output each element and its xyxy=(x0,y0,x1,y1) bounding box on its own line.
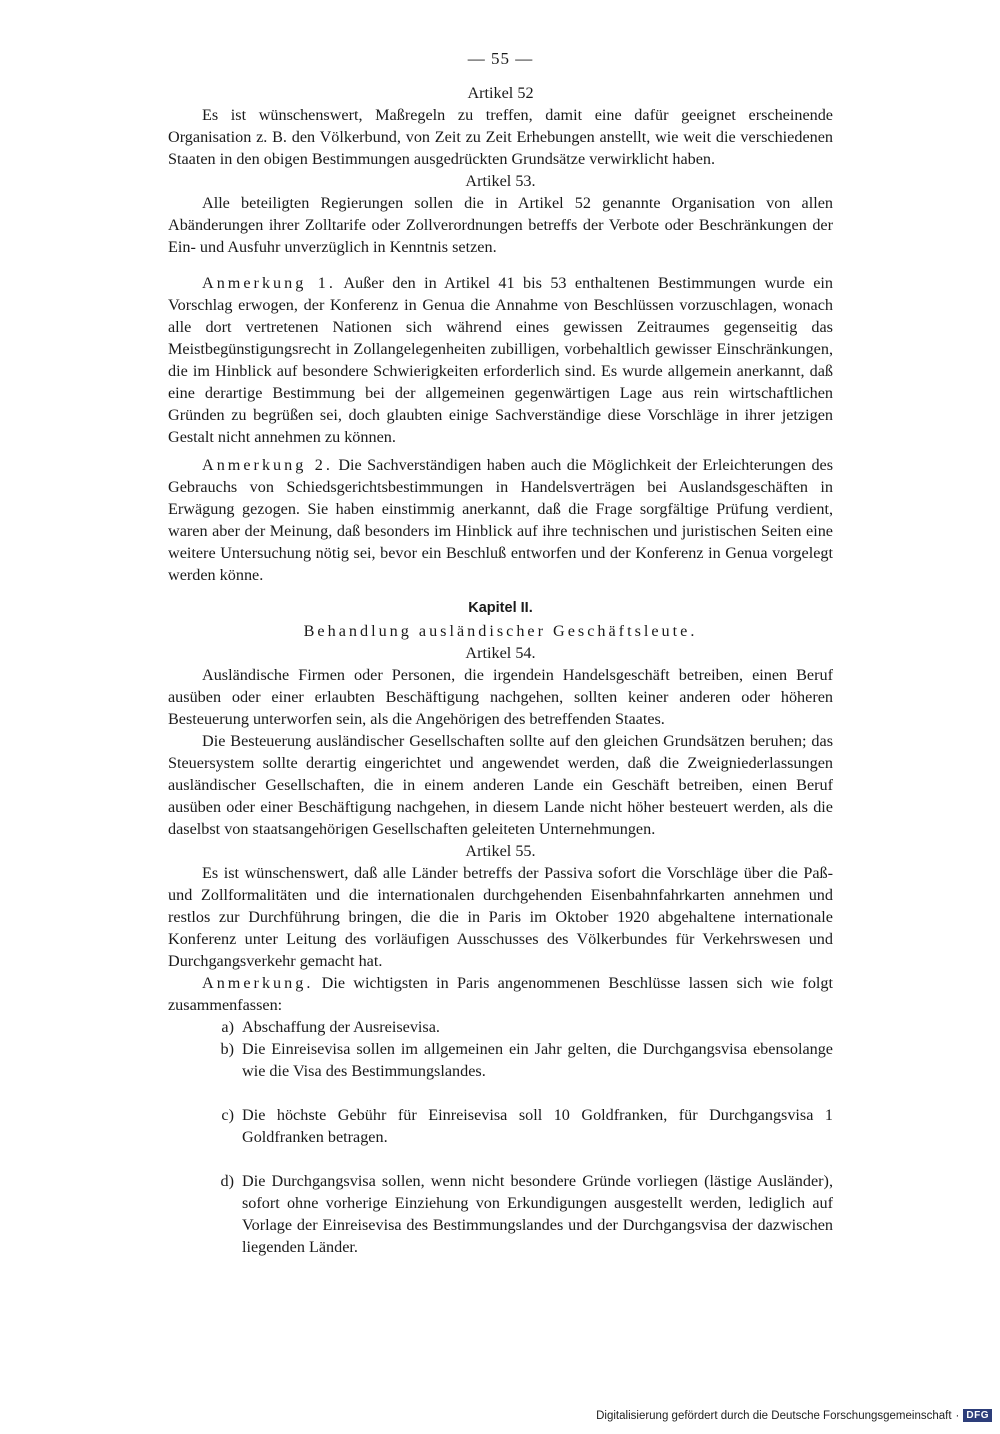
article-55-heading: Artikel 55. xyxy=(465,842,536,860)
article-55-note xyxy=(168,972,833,1016)
article-55-note-label: Anmerkung. xyxy=(202,974,314,992)
note-2 xyxy=(168,454,833,586)
list-item xyxy=(168,1016,833,1038)
footer-text: Digitalisierung gefördert durch die Deutsche Forschungsgemeinschaft xyxy=(596,1409,952,1422)
list-marker: a) xyxy=(221,1018,234,1036)
article-54-paragraph-1: Ausländische Firmen oder Personen, die irgendein Handelsgeschäft betreiben, einen Beruf ausüben oder einer erlaubten Beschäftigung nachgehen, sollten keiner anderen oder höheren Besteuerung unterworfen sein, als die Angehörigen des betreffenden Staates. xyxy=(168,666,833,728)
list-item xyxy=(168,1038,833,1082)
article-52-text: Es ist wünschenswert, Maßregeln zu treffen, damit eine dafür geeignet erscheinende Organisation z. B. den Völkerbund, von Zeit zu Zeit Erhebungen anstellt, wie weit die verschiedenen Staaten in den obigen Bestimmungen ausgedrückten Grundsätze verwirklicht haben. xyxy=(168,106,833,168)
list-marker: b) xyxy=(220,1040,234,1058)
digitization-footer xyxy=(596,1409,992,1422)
note-2-label: Anmerkung 2. xyxy=(202,456,333,474)
list-item-text: Die höchste Gebühr für Einreisevisa soll 10 Goldfranken, für Durchgangsvisa 1 Goldfranken betragen. xyxy=(242,1106,833,1146)
document-page xyxy=(168,48,833,1258)
footer-separator: · xyxy=(955,1409,960,1422)
list-item-text: Die Durchgangsvisa sollen, wenn nicht besondere Gründe vorliegen (lästige Ausländer), sofort ohne vorherige Einziehung von Erkundigungen ausgestellt werden, lediglich auf Vorlage der Einreisevisa des Bestimmungslandes und der Durchgangsvisa der dazwischen liegenden Länder. xyxy=(242,1172,833,1256)
list-item-text: Die Einreisevisa sollen im allgemeinen ein Jahr gelten, die Durchgangsvisa ebensolange wie die Visa des Bestimmungslandes. xyxy=(242,1040,833,1080)
list-marker: c) xyxy=(221,1106,234,1124)
section-spacer xyxy=(168,258,833,272)
article-53-heading: Artikel 53. xyxy=(465,172,536,190)
article-54-heading: Artikel 54. xyxy=(465,644,536,662)
article-55-text: Es ist wünschenswert, daß alle Länder betreffs der Passiva sofort die Vorschläge über die Paß- und Zollformalitäten und die internationalen durchgehenden Eisenbahnfahrkarten annehmen und restlos zur Durchführung bringen, die die in Paris im Oktober 1920 abgehaltene internationale Konferenz unter Leitung des vorläufigen Ausschusses des Völkerbundes für Verkehrswesen und Durchgangsverkehr gemacht hat. xyxy=(168,864,833,970)
list-item xyxy=(168,1170,833,1258)
note-1-text: Außer den in Artikel 41 bis 53 enthaltenen Bestimmungen wurde ein Vorschlag erwogen, der Konferenz in Genua die Annahme von Beschlüssen vorzuschlagen, wonach alle dort vertretenen Nationen sich während eines gewissen Zeitraumes gegenseitig das Meistbegünstigungsrecht in Zollangelegenheiten zubilligen, vorbehaltlich gewisser Einschränkungen, die im Hinblick auf besondere Schwierigkeiten erforderlich sind. Es wurde allgemein anerkannt, daß eine derartige Bestimmung bei der allgemeinen gegenwärtigen Lage aus rein wirtschaftlichen Gründen zu begrüßen sei, doch glaubten einige Sachverständige diese Vorschläge in ihrer jetzigen Gestalt nicht annehmen zu können. xyxy=(168,274,834,446)
chapter-heading: Kapitel II. xyxy=(468,600,533,616)
article-52-heading: Artikel 52 xyxy=(467,84,534,102)
note-2-text: Die Sachverständigen haben auch die Möglichkeit der Erleichterungen des Gebrauchs von Schiedsgerichtsbestimmungen in Handelsverträgen bei Auslandsgeschäften in Erwägung gezogen. Sie haben einstimmig anerkannt, daß die Frage sorgfältige Prüfung verdient, waren aber der Meinung, daß besonders im Hinblick auf ihre technischen und juristischen Seiten eine weitere Untersuchung nötig sei, bevor ein Beschluß entworfen und der Konferenz in Genua vorgelegt werden könne. xyxy=(168,456,834,584)
article-53-text: Alle beteiligten Regierungen sollen die in Artikel 52 genannte Organisation von allen Abänderungen ihrer Zolltarife oder Zollverordnungen betreffs der Verbote oder Beschränkungen der Ein- und Ausfuhr unverzüglich in Kenntnis setzen. xyxy=(168,194,833,256)
list-item-text: Abschaffung der Ausreisevisa. xyxy=(242,1018,440,1036)
resolution-list xyxy=(168,1016,833,1258)
page-number: — 55 — xyxy=(467,49,534,68)
note-1 xyxy=(168,272,833,448)
article-54-paragraph-2: Die Besteuerung ausländischer Gesellschaften sollte auf den gleichen Grundsätzen beruhen; das Steuersystem sollte derartig eingerichtet und angewendet werden, daß die Zweigniederlassungen ausländischer Gesellschaften, die in einem anderen Lande ein Geschäft betreiben, einen Beruf ausüben oder einer Beschäftigung nachgehen, in diesem Lande nicht höher besteuert werden, als die daselbst von staatsangehörigen Gesellschaften geleiteten Unternehmungen. xyxy=(168,732,833,838)
list-marker: d) xyxy=(220,1172,234,1190)
chapter-subtitle: Behandlung ausländischer Geschäftsleute. xyxy=(303,622,698,640)
note-1-label: Anmerkung 1. xyxy=(202,274,336,292)
dfg-logo: DFG xyxy=(963,1409,992,1422)
article-55-note-text: Die wichtigsten in Paris angenommenen Beschlüsse lassen sich wie folgt zusammenfassen: xyxy=(168,974,833,1014)
list-item xyxy=(168,1104,833,1148)
